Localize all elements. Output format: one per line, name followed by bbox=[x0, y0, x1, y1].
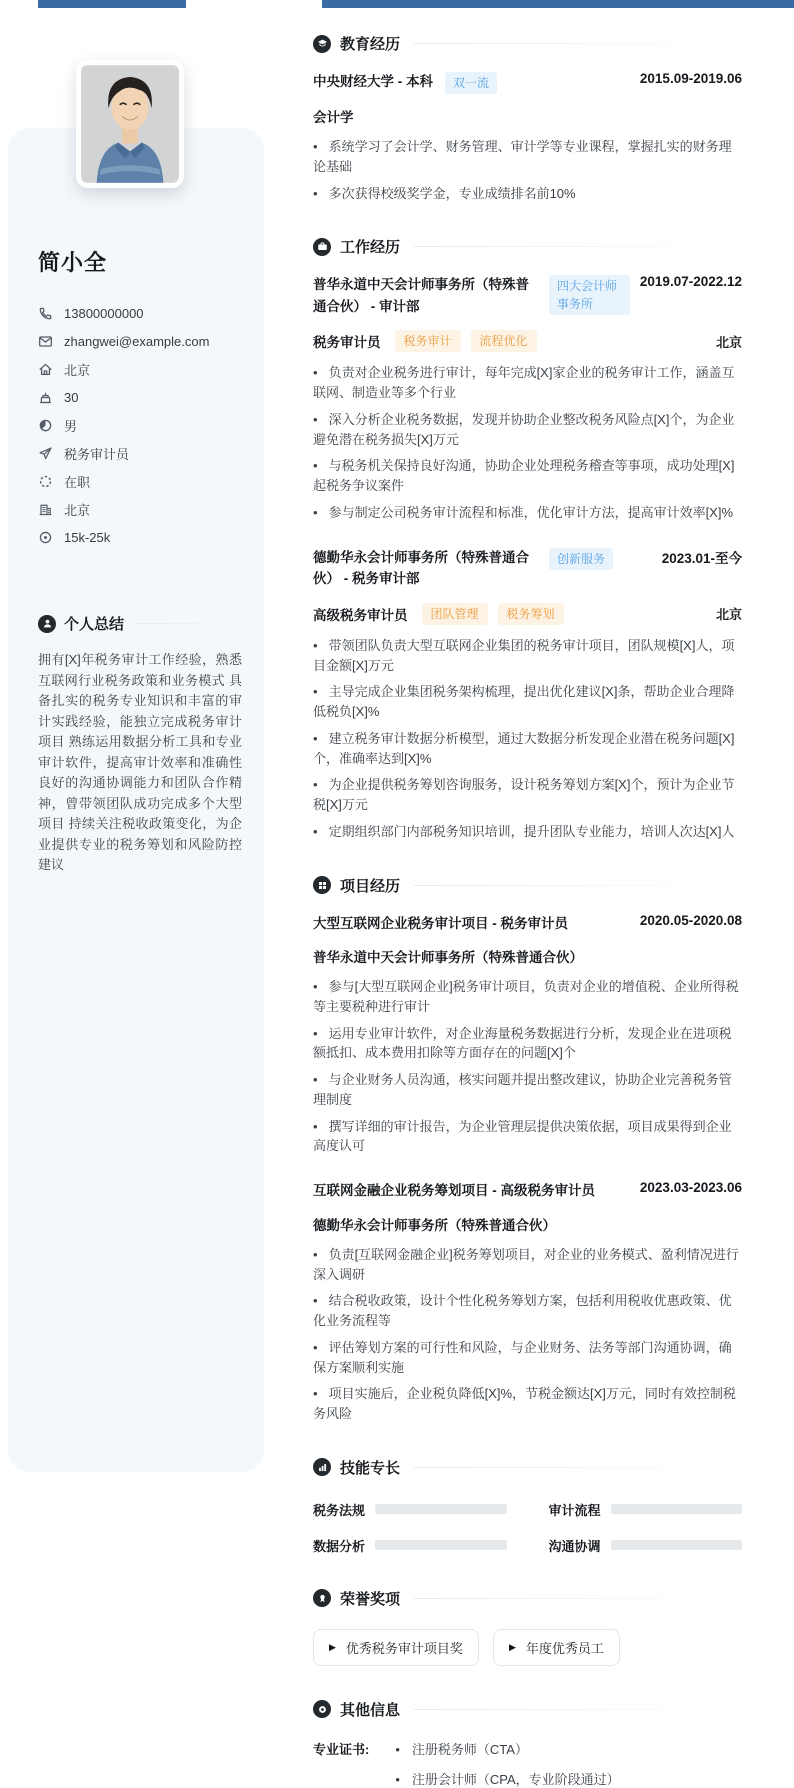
bullet-text: 参与制定公司税务审计流程和标准，优化审计方法，提高审计效率[X]% bbox=[328, 504, 734, 520]
tag-list bbox=[395, 330, 537, 352]
certificates-label: 专业证书: bbox=[313, 1741, 370, 1757]
bullet-list bbox=[313, 137, 742, 203]
role-row bbox=[313, 603, 742, 625]
bullet-item bbox=[313, 1291, 742, 1331]
company-name: 德勤华永会计师事务所（特殊普通合伙） - 税务审计部 bbox=[313, 549, 529, 587]
bullet-dot: • bbox=[313, 365, 318, 381]
honors-header bbox=[313, 1588, 742, 1609]
section-rule bbox=[414, 246, 742, 247]
school-name: 中央财经大学 - 本科 bbox=[313, 74, 433, 89]
bullet-item bbox=[313, 1024, 742, 1064]
bullet-item bbox=[313, 775, 742, 815]
graduation-cap-icon bbox=[313, 35, 331, 53]
projects-header bbox=[313, 875, 742, 896]
school-badge: 双一流 bbox=[445, 72, 497, 94]
rosette-icon bbox=[313, 1700, 331, 1718]
job-title: 税务审计员 bbox=[313, 335, 381, 351]
skills-header bbox=[313, 1457, 742, 1478]
summary-text: 拥有[X]年税务审计工作经验，熟悉互联网行业税务政策和业务模式 具备扎实的税务专业知识和丰富的审计实践经验，能独立完成税务审计项目 熟练运用数据分析工具和专业审计软件，提高审计效率和准确性 良好的沟通协调能力和团队合作精神，曾带领团队成功完成多个大型项目 持续关注税收政策变化，为企业提供专业的税务筹划和风险防控建议 bbox=[38, 652, 242, 873]
project-org: 德勤华永会计师事务所（特殊普通合伙） bbox=[313, 1217, 556, 1233]
contact-text: 30 bbox=[64, 389, 79, 405]
role-row bbox=[313, 330, 742, 352]
honor-label: 优秀税务审计项目奖 bbox=[345, 1640, 463, 1656]
education-header bbox=[313, 33, 742, 54]
project-entry bbox=[313, 913, 742, 1157]
date-range: 2020.05-2020.08 bbox=[639, 912, 742, 928]
section-education bbox=[313, 33, 742, 203]
contact-item bbox=[38, 327, 242, 355]
main-content bbox=[313, 33, 742, 1788]
bullet-dot: • bbox=[395, 1771, 400, 1787]
project-entry-head bbox=[313, 913, 742, 935]
bullet-text: 带领团队负责大型互联网企业集团的税务审计项目，团队规模[X]人，项目金额[X]万元 bbox=[313, 637, 735, 673]
section-other bbox=[313, 1699, 742, 1788]
skill-tag: 流程优化 bbox=[471, 330, 537, 352]
skill-label: 税务法规 bbox=[313, 1502, 366, 1518]
grid-icon bbox=[313, 876, 331, 894]
bullet-text: 撰写详细的审计报告，为企业管理层提供决策依据，项目成果得到企业高度认可 bbox=[313, 1118, 732, 1154]
sidebar-accent-bar bbox=[38, 0, 186, 8]
contact-item bbox=[38, 383, 242, 411]
bullet-text: 与税务机关保持良好沟通，协助企业处理税务稽查等事项，成功处理[X]起税务争议案件 bbox=[313, 458, 735, 494]
major: 会计学 bbox=[313, 110, 354, 125]
sidebar bbox=[8, 128, 264, 1472]
skill-tag: 税务审计 bbox=[395, 330, 461, 352]
contact-text: 北京 bbox=[64, 362, 91, 378]
contact-item bbox=[38, 411, 242, 439]
play-icon: ▶ bbox=[508, 1641, 516, 1652]
bullet-dot: • bbox=[313, 504, 318, 520]
project-org: 普华永道中天会计师事务所（特殊普通合伙） bbox=[313, 950, 583, 966]
bullet-item bbox=[313, 184, 742, 204]
section-projects bbox=[313, 875, 742, 1424]
bullet-dot: • bbox=[313, 139, 318, 154]
date-range: 2015.09-2019.06 bbox=[639, 71, 742, 86]
section-rule bbox=[414, 1598, 742, 1599]
project-entry bbox=[313, 1180, 742, 1424]
honor-list bbox=[313, 1629, 742, 1666]
skill-bar-track bbox=[611, 1540, 743, 1550]
contact-text: 税务审计员 bbox=[64, 446, 130, 462]
work-entries bbox=[313, 274, 742, 841]
contact-item bbox=[38, 495, 242, 523]
bullet-text: 运用专业审计软件，对企业海量税务数据进行分析，发现企业在进项税额抵扣、成本费用扣除等方面存在的问题[X]个 bbox=[313, 1025, 732, 1061]
bullet-dot: • bbox=[313, 1339, 318, 1355]
work-entry-head bbox=[313, 274, 742, 317]
section-rule bbox=[414, 885, 742, 886]
bullet-dot: • bbox=[313, 777, 318, 793]
project-name: 互联网金融企业税务筹划项目 - 高级税务审计员 bbox=[313, 1183, 595, 1199]
skill-row bbox=[313, 1500, 507, 1519]
company-badge: 创新服务 bbox=[549, 548, 613, 570]
education-entry-head bbox=[313, 71, 742, 94]
bullet-item bbox=[313, 410, 742, 450]
mail-icon bbox=[38, 334, 53, 349]
skill-bar-track bbox=[375, 1504, 507, 1514]
skill-bar-track bbox=[611, 1504, 743, 1514]
bullet-item bbox=[313, 363, 742, 403]
date-range: 2019.07-2022.12 bbox=[639, 274, 742, 290]
bullet-text: 建立税务审计数据分析模型，通过大数据分析发现企业潜在税务问题[X]个，准确率达到[X]% bbox=[313, 730, 735, 766]
bullet-dot: • bbox=[313, 1246, 318, 1262]
summary-title: 个人总结 bbox=[64, 616, 125, 633]
company-badge: 四大会计师事务所 bbox=[549, 275, 630, 315]
bullet-list bbox=[313, 1245, 742, 1424]
bullet-dot: • bbox=[313, 823, 318, 839]
bullet-item bbox=[313, 1384, 742, 1424]
section-title: 教育经历 bbox=[340, 36, 401, 53]
honor-label: 年度优秀员工 bbox=[525, 1640, 604, 1656]
date-range: 2023.01-至今 bbox=[661, 550, 742, 566]
work-entry bbox=[313, 547, 742, 842]
contact-text: 在职 bbox=[64, 474, 91, 490]
certificate-list bbox=[395, 1739, 619, 1788]
gender-icon bbox=[38, 418, 53, 433]
bullet-text: 主导完成企业集团税务架构梳理，提出优化建议[X]条，帮助企业合理降低税负[X]% bbox=[313, 684, 735, 720]
bullet-list bbox=[313, 636, 742, 842]
honor-chip[interactable] bbox=[313, 1629, 479, 1666]
play-icon: ▶ bbox=[329, 1641, 336, 1652]
bullet-item bbox=[313, 977, 742, 1017]
bullet-dot: • bbox=[313, 1025, 318, 1041]
job-title: 高级税务审计员 bbox=[313, 607, 408, 623]
contact-list bbox=[38, 299, 242, 551]
salary-icon bbox=[38, 530, 53, 545]
skill-label: 数据分析 bbox=[313, 1538, 366, 1554]
bullet-item bbox=[313, 682, 742, 722]
portrait-illustration bbox=[81, 65, 179, 183]
contact-text: zhangwei@example.com bbox=[64, 333, 210, 349]
section-skills bbox=[313, 1457, 742, 1555]
section-rule bbox=[414, 1467, 742, 1468]
contact-item bbox=[38, 467, 242, 495]
section-title: 技能专长 bbox=[340, 1459, 401, 1477]
contact-text: 15k-25k bbox=[64, 529, 111, 545]
section-work bbox=[313, 236, 742, 841]
user-icon bbox=[38, 615, 56, 633]
section-title: 项目经历 bbox=[340, 877, 401, 895]
contact-item bbox=[38, 299, 242, 327]
bullet-item bbox=[313, 503, 742, 523]
bullet-item bbox=[313, 137, 742, 177]
paper-plane-icon bbox=[38, 446, 53, 461]
bullet-text: 结合税收政策，设计个性化税务筹划方案，包括利用税收优惠政策、优化业务流程等 bbox=[313, 1293, 732, 1329]
contact-item bbox=[38, 523, 242, 551]
contact-text: 13800000000 bbox=[64, 305, 144, 321]
bullet-dot: • bbox=[313, 458, 318, 474]
bullet-dot: • bbox=[313, 1386, 318, 1402]
bullet-text: 多次获得校级奖学金，专业成绩排名前10% bbox=[328, 185, 576, 201]
certificate-item bbox=[395, 1739, 619, 1758]
bullet-text: 为企业提供税务筹划咨询服务，设计税务筹划方案[X]个，预计为企业节税[X]万元 bbox=[313, 777, 735, 813]
tag-list bbox=[422, 603, 564, 625]
bullet-text: 项目实施后，企业税负降低[X]%，节税金额达[X]万元，同时有效控制税务风险 bbox=[313, 1386, 736, 1422]
section-honors bbox=[313, 1588, 742, 1666]
bullet-item bbox=[313, 1070, 742, 1110]
project-name: 大型互联网企业税务审计项目 - 税务审计员 bbox=[313, 915, 568, 931]
work-entry-head bbox=[313, 547, 742, 590]
skill-label: 沟通协调 bbox=[548, 1538, 601, 1554]
bullet-dot: • bbox=[313, 411, 318, 427]
education-entries bbox=[313, 71, 742, 203]
skill-tag: 税务筹划 bbox=[498, 603, 564, 625]
certificate-text: 注册会计师（CPA，专业阶段通过） bbox=[411, 1771, 620, 1787]
bullet-list bbox=[313, 363, 742, 522]
skill-row bbox=[313, 1536, 507, 1555]
skill-row bbox=[549, 1500, 743, 1519]
bar-chart-icon bbox=[313, 1458, 331, 1476]
bullet-dot: • bbox=[313, 684, 318, 700]
contact-item bbox=[38, 355, 242, 383]
profile-photo bbox=[76, 60, 184, 188]
location: 北京 bbox=[715, 607, 742, 623]
contact-item bbox=[38, 439, 242, 467]
certificate-text: 注册税务师（CTA） bbox=[411, 1741, 528, 1757]
bullet-dot: • bbox=[395, 1741, 400, 1757]
medal-icon bbox=[313, 1589, 331, 1607]
status-icon bbox=[38, 474, 53, 489]
bullet-text: 系统学习了会计学、财务管理、审计学等专业课程，掌握扎实的财务理论基础 bbox=[313, 139, 732, 174]
bullet-item bbox=[313, 456, 742, 496]
work-entry bbox=[313, 274, 742, 522]
bullet-text: 参与[大型互联网企业]税务审计项目，负责对企业的增值税、企业所得税等主要税种进行审计 bbox=[313, 979, 739, 1014]
bullet-text: 与企业财务人员沟通，核实问题并提出整改建议，协助企业完善税务管理制度 bbox=[313, 1072, 732, 1107]
section-rule bbox=[414, 43, 742, 44]
bullet-dot: • bbox=[313, 730, 318, 746]
bullet-dot: • bbox=[313, 979, 318, 995]
date-range: 2023.03-2023.06 bbox=[639, 1180, 742, 1196]
certificate-item bbox=[395, 1769, 619, 1788]
home-icon bbox=[38, 362, 53, 377]
company-name: 普华永道中天会计师事务所（特殊普通合伙） - 审计部 bbox=[313, 277, 529, 314]
bullet-text: 定期组织部门内部税务知识培训，提升团队专业能力，培训人次达[X]人 bbox=[328, 823, 735, 839]
contact-text: 北京 bbox=[64, 502, 91, 518]
bullet-dot: • bbox=[313, 1072, 318, 1088]
skill-row bbox=[549, 1536, 743, 1555]
bullet-item bbox=[313, 1245, 742, 1285]
certificates-row bbox=[313, 1739, 742, 1788]
bullet-dot: • bbox=[313, 1293, 318, 1309]
bullet-text: 评估筹划方案的可行性和风险，与企业财务、法务等部门沟通协调，确保方案顺利实施 bbox=[313, 1339, 732, 1375]
briefcase-icon bbox=[313, 238, 331, 256]
skill-label: 审计流程 bbox=[548, 1502, 601, 1518]
skill-bar-track bbox=[375, 1540, 507, 1550]
section-title: 工作经历 bbox=[340, 239, 401, 257]
skill-tag: 团队管理 bbox=[422, 603, 488, 625]
main-accent-bar bbox=[322, 0, 794, 8]
candidate-name: 简小全 bbox=[38, 250, 108, 275]
section-title: 荣誉奖项 bbox=[340, 1590, 401, 1608]
bullet-dot: • bbox=[313, 185, 318, 201]
bullet-text: 负责[互联网金融企业]税务筹划项目，对企业的业务模式、盈利情况进行深入调研 bbox=[313, 1246, 739, 1282]
work-header bbox=[313, 236, 742, 257]
building-icon bbox=[38, 502, 53, 517]
bullet-dot: • bbox=[313, 637, 318, 653]
age-cake-icon bbox=[38, 390, 53, 405]
bullet-item bbox=[313, 822, 742, 842]
bullet-dot: • bbox=[313, 1118, 318, 1134]
bullet-text: 深入分析企业税务数据，发现并协助企业整改税务风险点[X]个，为企业避免潜在税务损失[X]万元 bbox=[313, 411, 735, 447]
summary-header bbox=[38, 613, 242, 634]
project-entry-head bbox=[313, 1180, 742, 1202]
bullet-list bbox=[313, 977, 742, 1156]
project-entries bbox=[313, 913, 742, 1424]
bullet-text: 负责对企业税务进行审计，每年完成[X]家企业的税务审计工作，涵盖互联网、制造业等多个行业 bbox=[313, 365, 735, 401]
section-rule bbox=[414, 1709, 742, 1710]
bullet-item bbox=[313, 1117, 742, 1157]
skill-grid bbox=[313, 1500, 742, 1555]
section-title: 其他信息 bbox=[340, 1701, 401, 1719]
honor-chip[interactable] bbox=[493, 1629, 620, 1666]
bullet-item bbox=[313, 1338, 742, 1378]
bullet-item bbox=[313, 636, 742, 676]
location: 北京 bbox=[715, 334, 742, 350]
bullet-item bbox=[313, 729, 742, 769]
contact-text: 男 bbox=[64, 418, 78, 434]
other-header bbox=[313, 1699, 742, 1720]
phone-icon bbox=[38, 306, 53, 321]
section-rule bbox=[137, 623, 242, 624]
education-entry bbox=[313, 71, 742, 203]
